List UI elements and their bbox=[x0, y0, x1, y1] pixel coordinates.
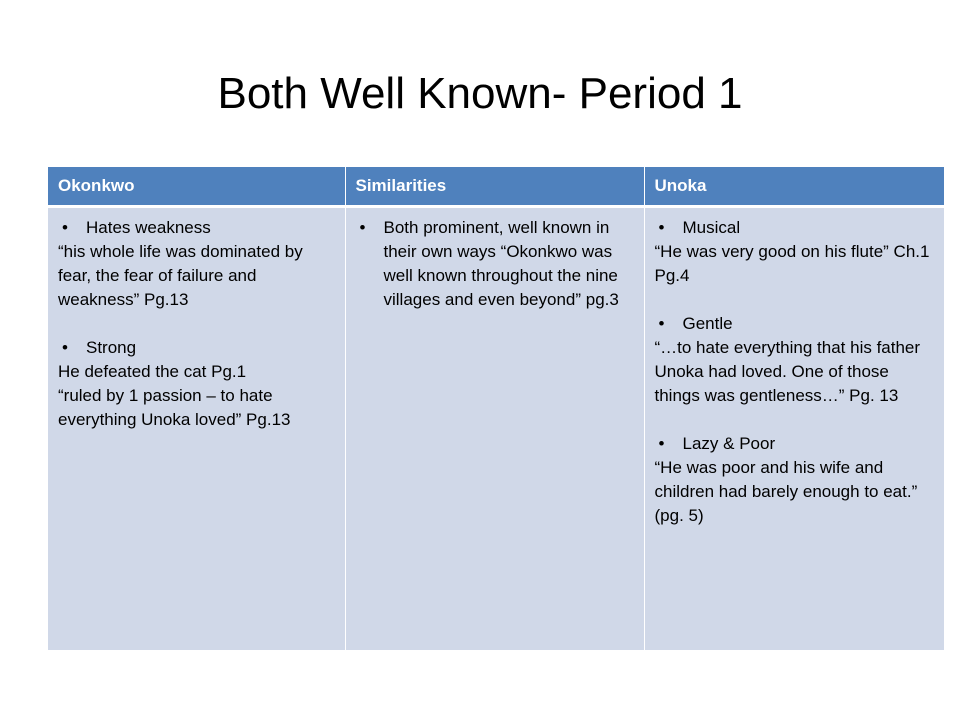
unoka-bullet-musical: • Musical bbox=[655, 216, 935, 240]
cell-okonkwo bbox=[48, 207, 345, 651]
table-row bbox=[48, 207, 944, 651]
header-similarities: Similarities bbox=[345, 167, 644, 207]
okonkwo-bullet-strong: • Strong bbox=[58, 336, 335, 360]
comparison-table bbox=[48, 167, 944, 650]
slide-title: Both Well Known- Period 1 bbox=[217, 69, 743, 118]
unoka-quote-gentleness: “…to hate everything that his father Unoka had loved. One of those things was gentleness…” Pg. 13 bbox=[654, 338, 921, 405]
header-okonkwo: Okonkwo bbox=[48, 167, 345, 207]
okonkwo-text-cat: He defeated the cat Pg.1 bbox=[58, 362, 247, 381]
unoka-quote-poor: “He was poor and his wife and children had barely enough to eat.” (pg. 5) bbox=[654, 458, 918, 525]
unoka-bullet-gentle: • Gentle bbox=[655, 312, 935, 336]
unoka-bullet-lazy-poor: • Lazy & Poor bbox=[655, 432, 935, 456]
table-header-row bbox=[48, 167, 944, 207]
header-unoka: Unoka bbox=[644, 167, 944, 207]
cell-unoka bbox=[644, 207, 944, 651]
cell-similarities bbox=[345, 207, 644, 651]
okonkwo-quote-fear: “his whole life was dominated by fear, the fear of failure and weakness” Pg.13 bbox=[58, 242, 303, 309]
okonkwo-quote-passion: “ruled by 1 passion – to hate everything Unoka loved” Pg.13 bbox=[58, 386, 291, 429]
unoka-quote-flute: “He was very good on his flute” Ch.1 Pg.4 bbox=[654, 242, 930, 285]
similarities-bullet-prominent: • Both prominent, well known in their own ways “Okonkwo was well known throughout the nine villages and even beyond” pg.3 bbox=[356, 216, 634, 312]
okonkwo-bullet-hates-weakness: • Hates weakness bbox=[58, 216, 335, 240]
